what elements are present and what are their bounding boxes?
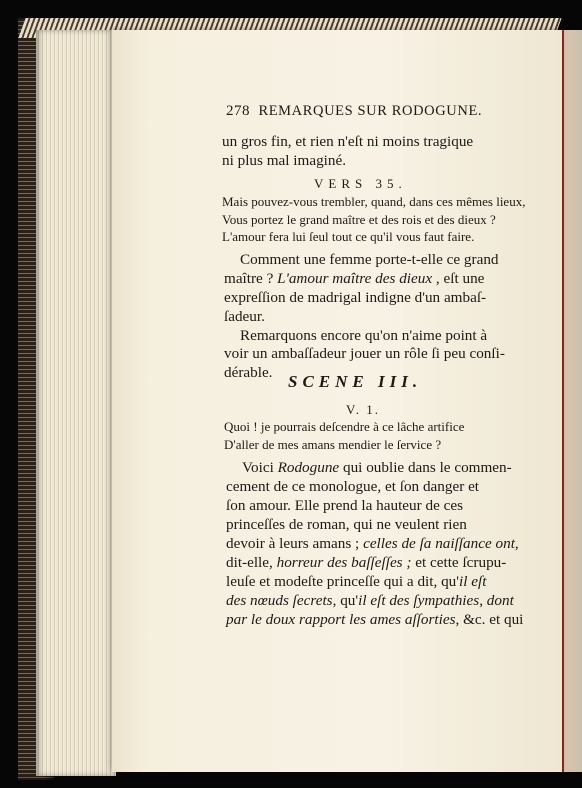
text-run: , &c. et qui [455,611,524,628]
text-line [226,592,514,610]
text-run: dit-elle, [226,554,273,571]
running-title: REMARQUES SUR RODOGUNE. [258,103,483,119]
text-line [226,611,523,629]
text-line: ni plus mal imaginé. [222,152,347,169]
scene-title: SCENE III. [288,372,423,391]
italic-quote: il eſt des ſympathies [358,592,480,609]
text-line [242,459,512,477]
facing-page-sliver [562,30,582,772]
text-run: et cette ſcrupu- [415,554,507,571]
text-line: un gros fin, et rien n'eſt ni moins tragique [222,133,474,150]
text-line [226,535,519,553]
text-line: Remarquons encore qu'on n'aime point à [240,327,488,344]
italic-quote: celles de ſa naiſſance ont, [363,535,519,552]
text-line: expreſſion de madrigal indigne d'un ambaſ- [224,289,487,306]
text-run: maître ? [224,270,274,287]
text-run: leuſe et modeſte princeſſe qui a dit, qu' [226,573,460,590]
text-line: ſadeur. [224,308,265,325]
running-header [226,103,482,120]
text-run: Voici [242,459,274,476]
text-line: cement de ce monologue, et ſon danger et [226,478,480,495]
italic-quote: horreur des baſſeſſes ; [276,554,412,571]
verse-line: Mais pouvez-vous trembler, quand, dans ces mêmes lieux, [222,194,526,209]
text-line: voir un ambaſſadeur jouer un rôle ſi peu conſi- [224,345,505,362]
text-line [224,270,484,288]
verse-heading: V. 1. [346,402,380,417]
italic-quote: il eſt [459,573,487,590]
verse-line: D'aller de mes amans mendier le ſervice ? [224,437,442,452]
italic-quote: par le doux rapport les ames aſſorties [226,611,456,628]
text-line: dérable. [224,364,273,381]
verse-line: Vous portez le grand maître et des rois et des dieux ? [222,212,496,227]
page-number: 278 [226,103,250,119]
text-run: devoir à leurs amans ; [226,535,360,552]
text-line: Comment une femme porte-t-elle ce grand [240,251,499,268]
italic-name: Rodogune [277,459,340,476]
italic-quote: des nœuds ſecrets [226,592,333,609]
text-line [226,573,486,591]
text-line: princeſſes de roman, qui ne veulent rien [226,516,467,533]
text-run: qui oublie dans le commen- [342,459,512,476]
verse-line: L'amour fera lui ſeul tout ce qu'il vous faut faire. [222,229,475,244]
page-stack-edge [36,30,116,776]
text-line: ſon amour. Elle prend la hauteur de ces [226,497,464,514]
italic-quote: dont [486,592,514,609]
text-run: , [479,592,483,609]
text-run: , qu' [332,592,359,609]
italic-quote: L'amour maître des dieux [277,270,433,287]
verse-line: Quoi ! je pourrais deſcendre à ce lâche artifice [224,419,465,434]
verse-heading: VERS 35. [314,176,407,191]
text-run: , eſt une [435,270,485,287]
text-line [226,554,506,572]
